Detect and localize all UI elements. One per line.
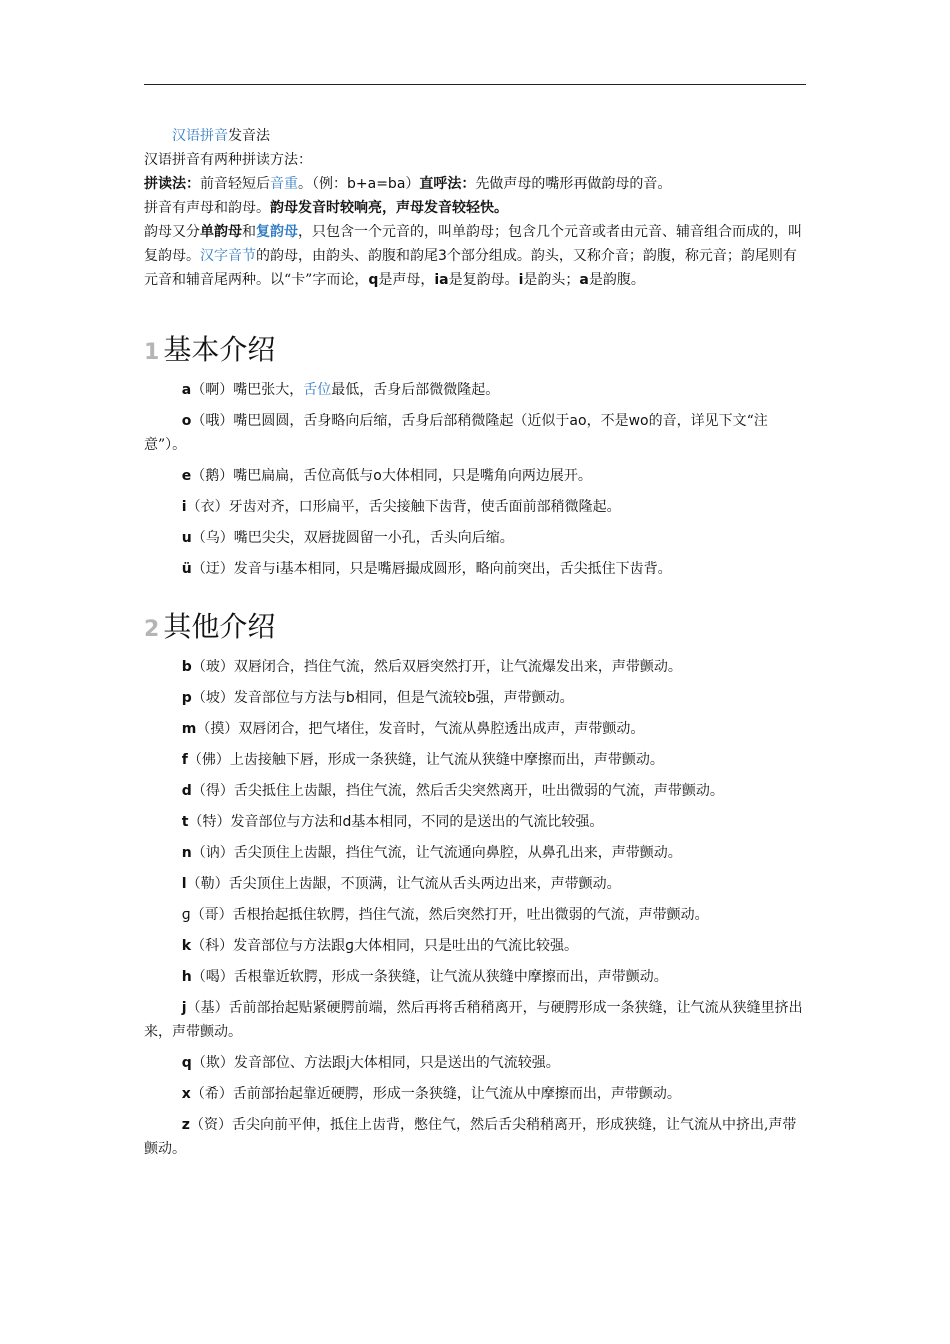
link-yinzhong[interactable]: 音重 <box>270 176 298 192</box>
link-shewei[interactable]: 舌位 <box>303 382 332 398</box>
link-fuyunmu[interactable]: 复韵母 <box>256 224 298 240</box>
list-item: k（科）发音部位与方法跟ɡ大体相同，只是吐出的气流比较强。 <box>181 938 578 954</box>
list-item: f（佛）上齿接触下唇，形成一条狭缝，让气流从狭缝中摩擦而出，声带颤动。 <box>181 752 664 768</box>
list-item: t（特）发音部位与方法和d基本相同，不同的是送出的气流比较强。 <box>181 814 604 830</box>
section-heading-2: 2 其他介绍 <box>144 610 276 643</box>
intro-line-3: 拼音有声母和韵母。韵母发音时较响亮，声母发音较轻快。 <box>144 200 508 216</box>
link-hanzi-yinjie[interactable]: 汉字音节 <box>200 248 256 264</box>
list-item: h（喝）舌根靠近软腭，形成一条狭缝，让气流从狭缝中摩擦而出，声带颤动。 <box>181 969 668 985</box>
intro-paragraph: 韵母又分单韵母和复韵母，只包含一个元音的，叫单韵母；包含几个元音或者由元音、辅音组合而成的，叫复韵母。汉字音节的韵母，由韵头、韵腹和韵尾3个部分组成。韵头，又称介音；韵腹，称元音；韵尾则有元音和辅音尾两种。以“卡”字而论，q是声母，ia是复韵母。i是韵头；a是韵腹。 <box>144 224 802 288</box>
list-item: e（鹅）嘴巴扁扁，舌位高低与o大体相同，只是嘴角向两边展开。 <box>181 468 592 484</box>
basic-list <box>144 378 808 581</box>
intro-line-2: 拼读法：前音轻短后音重。（例：b+a=ba）直呼法：先做声母的嘴形再做韵母的音。 <box>144 176 672 192</box>
list-item: x（希）舌前部抬起靠近硬腭，形成一条狭缝，让气流从中摩擦而出，声带颤动。 <box>181 1086 681 1102</box>
header-rule <box>144 84 806 85</box>
list-item: j（基）舌前部抬起贴紧硬腭前端，然后再将舌稍稍离开，与硬腭形成一条狭缝，让气流从狭缝里挤出来，声带颤动。 <box>144 1000 803 1040</box>
document-title: 汉语拼音发音法 <box>172 128 270 144</box>
list-item: o（哦）嘴巴圆圆，舌身略向后缩，舌身后部稍微隆起（近似于ao，不是wo的音，详见下文“注意”）。 <box>144 413 768 453</box>
list-item: q（欺）发音部位、方法跟j大体相同，只是送出的气流较强。 <box>181 1055 560 1071</box>
list-item: n（讷）舌尖顶住上齿龈，挡住气流，让气流通向鼻腔，从鼻孔出来，声带颤动。 <box>181 845 682 861</box>
document-body <box>144 124 808 1161</box>
list-item: u（乌）嘴巴尖尖，双唇拢圆留一小孔，舌头向后缩。 <box>181 530 514 546</box>
intro-line-1: 汉语拼音有两种拼读方法： <box>144 152 312 168</box>
list-item: l（勒）舌尖顶住上齿龈，不顶满，让气流从舌头两边出来，声带颤动。 <box>181 876 621 892</box>
list-item: ü（迂）发音与i基本相同，只是嘴唇撮成圆形，略向前突出，舌尖抵住下齿背。 <box>181 561 672 577</box>
list-item: i（衣）牙齿对齐，口形扁平，舌尖接触下齿背，使舌面前部稍微隆起。 <box>181 499 621 515</box>
other-list <box>144 655 808 1161</box>
section-heading-1: 1 基本介绍 <box>144 333 276 366</box>
list-item: ɡ（哥）舌根抬起抵住软腭，挡住气流，然后突然打开，吐出微弱的气流，声带颤动。 <box>181 907 709 923</box>
title-link[interactable]: 汉语拼音 <box>172 128 228 144</box>
list-item: a（啊）嘴巴张大，舌位最低，舌身后部微微隆起。 <box>181 382 500 398</box>
list-item: b（玻）双唇闭合，挡住气流，然后双唇突然打开，让气流爆发出来，声带颤动。 <box>181 659 682 675</box>
list-item: p（坡）发音部位与方法与b相同，但是气流较b强，声带颤动。 <box>181 690 574 706</box>
list-item: d（得）舌尖抵住上齿龈，挡住气流，然后舌尖突然离开，吐出微弱的气流，声带颤动。 <box>181 783 724 799</box>
list-item: m（摸）双唇闭合，把气堵住，发音时，气流从鼻腔透出成声，声带颤动。 <box>181 721 645 737</box>
list-item: z（资）舌尖向前平伸，抵住上齿背，憋住气，然后舌尖稍稍离开，形成狭缝，让气流从中挤出,声带颤动。 <box>144 1117 797 1157</box>
